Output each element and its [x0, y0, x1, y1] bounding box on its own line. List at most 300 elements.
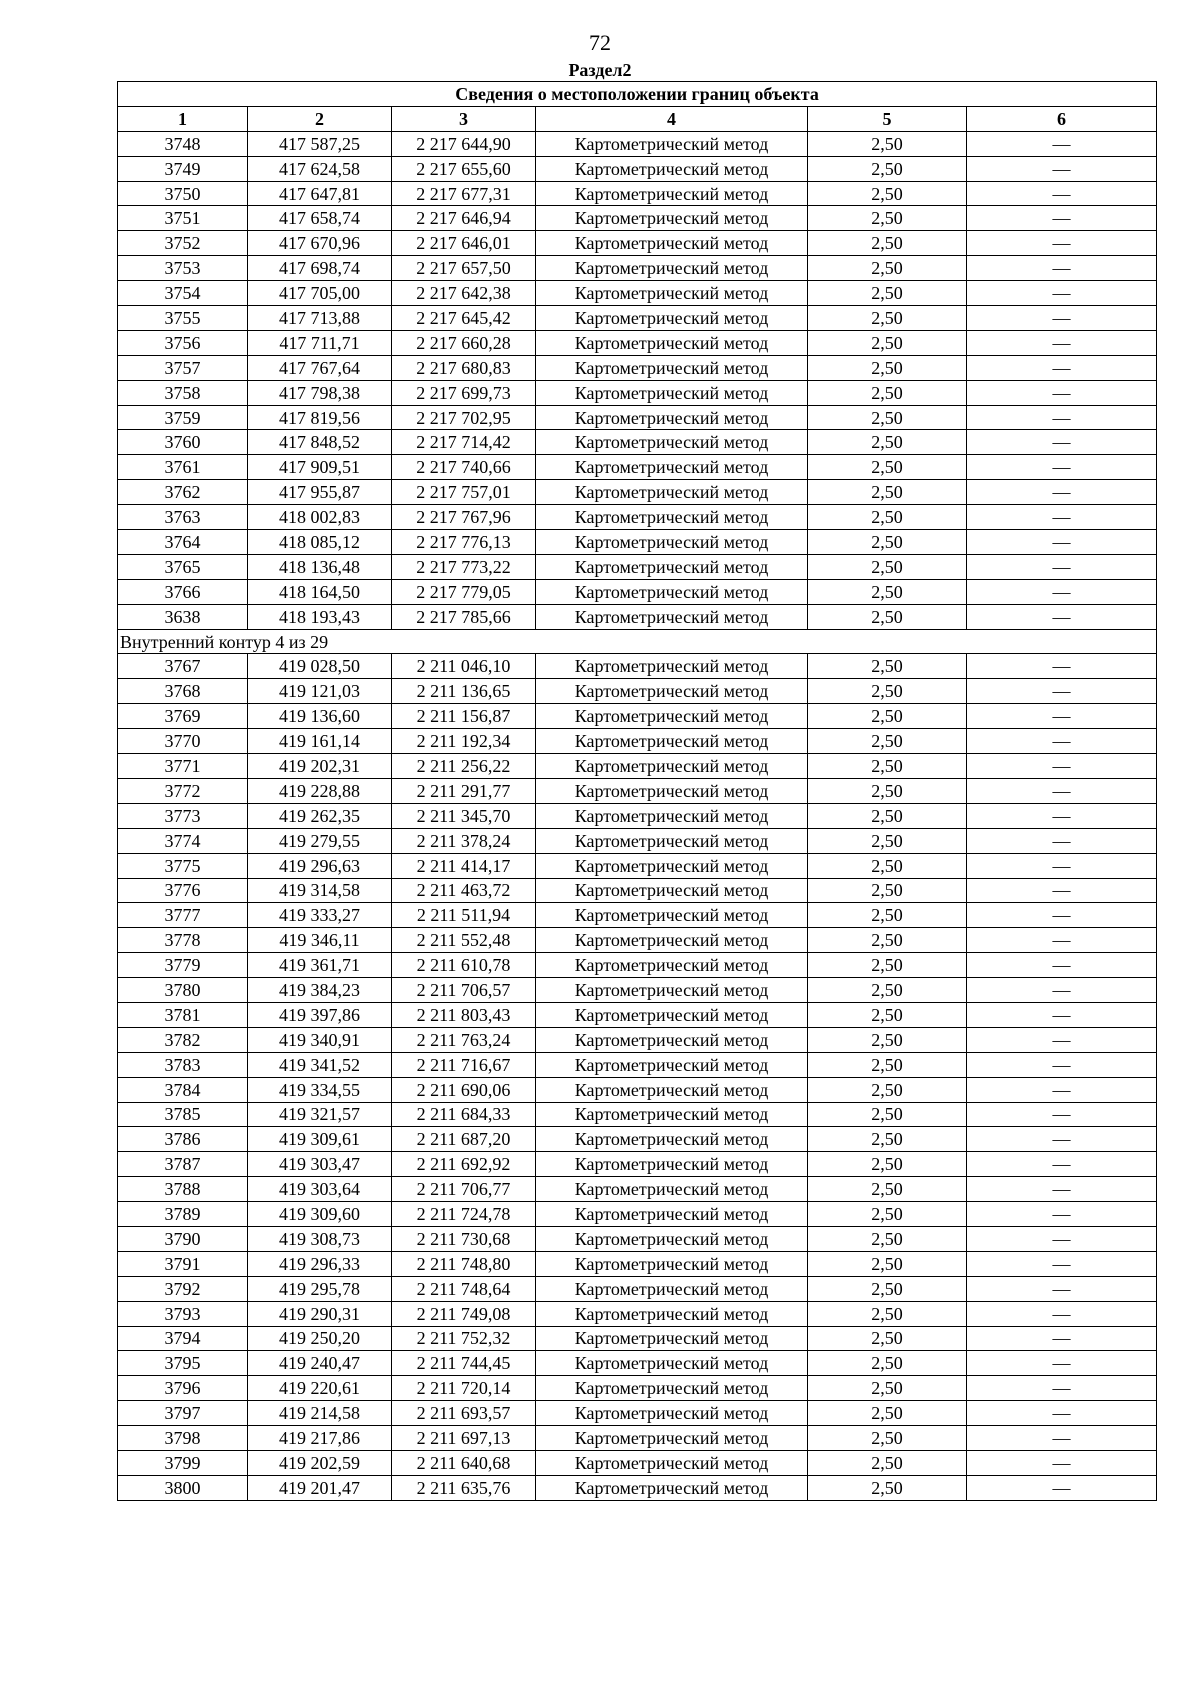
coord-x: 418 002,83	[248, 505, 392, 530]
coord-x: 417 713,88	[248, 306, 392, 331]
accuracy: 2,50	[808, 505, 967, 530]
coord-x: 419 279,55	[248, 828, 392, 853]
accuracy: 2,50	[808, 1351, 967, 1376]
determination-method: Картометрический метод	[536, 1027, 808, 1052]
table-body	[118, 82, 1157, 1501]
coord-y: 2 211 046,10	[392, 654, 536, 679]
accuracy: 2,50	[808, 455, 967, 480]
determination-method: Картометрический метод	[536, 306, 808, 331]
coord-x: 417 955,87	[248, 480, 392, 505]
determination-method: Картометрический метод	[536, 1401, 808, 1426]
point-number: 3791	[118, 1251, 248, 1276]
accuracy: 2,50	[808, 604, 967, 629]
accuracy: 2,50	[808, 1102, 967, 1127]
point-number: 3798	[118, 1426, 248, 1451]
coord-x: 419 340,91	[248, 1027, 392, 1052]
coord-y: 2 217 757,01	[392, 480, 536, 505]
note: —	[967, 455, 1157, 480]
coord-y: 2 211 610,78	[392, 953, 536, 978]
accuracy: 2,50	[808, 206, 967, 231]
note: —	[967, 156, 1157, 181]
determination-method: Картометрический метод	[536, 1450, 808, 1475]
coord-x: 417 909,51	[248, 455, 392, 480]
note: —	[967, 181, 1157, 206]
coord-x: 419 341,52	[248, 1052, 392, 1077]
note: —	[967, 131, 1157, 156]
table-row	[118, 256, 1157, 281]
table-row	[118, 1351, 1157, 1376]
determination-method: Картометрический метод	[536, 1052, 808, 1077]
table-row	[118, 1202, 1157, 1227]
point-number: 3757	[118, 355, 248, 380]
determination-method: Картометрический метод	[536, 903, 808, 928]
determination-method: Картометрический метод	[536, 405, 808, 430]
table-row	[118, 1276, 1157, 1301]
table-row	[118, 554, 1157, 579]
note: —	[967, 928, 1157, 953]
determination-method: Картометрический метод	[536, 256, 808, 281]
column-header: 6	[967, 106, 1157, 131]
coord-y: 2 217 702,95	[392, 405, 536, 430]
coord-x: 417 767,64	[248, 355, 392, 380]
note: —	[967, 729, 1157, 754]
accuracy: 2,50	[808, 1027, 967, 1052]
table-row	[118, 679, 1157, 704]
coord-x: 417 624,58	[248, 156, 392, 181]
note: —	[967, 803, 1157, 828]
accuracy: 2,50	[808, 978, 967, 1003]
coord-x: 419 303,64	[248, 1177, 392, 1202]
note: —	[967, 1127, 1157, 1152]
note: —	[967, 1102, 1157, 1127]
table-row	[118, 1475, 1157, 1500]
table-row	[118, 231, 1157, 256]
determination-method: Картометрический метод	[536, 455, 808, 480]
point-number: 3799	[118, 1450, 248, 1475]
table-row	[118, 1027, 1157, 1052]
determination-method: Картометрический метод	[536, 355, 808, 380]
coord-x: 419 308,73	[248, 1226, 392, 1251]
note: —	[967, 1152, 1157, 1177]
column-header: 5	[808, 106, 967, 131]
note: —	[967, 1052, 1157, 1077]
accuracy: 2,50	[808, 1052, 967, 1077]
note: —	[967, 480, 1157, 505]
accuracy: 2,50	[808, 754, 967, 779]
determination-method: Картометрический метод	[536, 1326, 808, 1351]
point-number: 3792	[118, 1276, 248, 1301]
note: —	[967, 405, 1157, 430]
table-row	[118, 729, 1157, 754]
determination-method: Картометрический метод	[536, 505, 808, 530]
coord-x: 419 250,20	[248, 1326, 392, 1351]
note: —	[967, 1202, 1157, 1227]
section-title: Раздел2	[568, 60, 632, 80]
note: —	[967, 1251, 1157, 1276]
determination-method: Картометрический метод	[536, 654, 808, 679]
coord-x: 419 202,59	[248, 1450, 392, 1475]
table-row	[118, 704, 1157, 729]
coord-x: 419 295,78	[248, 1276, 392, 1301]
coord-y: 2 211 716,67	[392, 1052, 536, 1077]
note: —	[967, 1450, 1157, 1475]
note: —	[967, 604, 1157, 629]
determination-method: Картометрический метод	[536, 1426, 808, 1451]
coord-y: 2 211 803,43	[392, 1002, 536, 1027]
determination-method: Картометрический метод	[536, 729, 808, 754]
note: —	[967, 1226, 1157, 1251]
point-number: 3751	[118, 206, 248, 231]
note: —	[967, 1002, 1157, 1027]
coord-y: 2 217 646,01	[392, 231, 536, 256]
determination-method: Картометрический метод	[536, 704, 808, 729]
note: —	[967, 1077, 1157, 1102]
determination-method: Картометрический метод	[536, 156, 808, 181]
note: —	[967, 1351, 1157, 1376]
coord-y: 2 217 767,96	[392, 505, 536, 530]
accuracy: 2,50	[808, 679, 967, 704]
point-number: 3758	[118, 380, 248, 405]
coord-y: 2 211 684,33	[392, 1102, 536, 1127]
table-row	[118, 1152, 1157, 1177]
determination-method: Картометрический метод	[536, 803, 808, 828]
determination-method: Картометрический метод	[536, 953, 808, 978]
point-number: 3784	[118, 1077, 248, 1102]
accuracy: 2,50	[808, 853, 967, 878]
coord-y: 2 217 714,42	[392, 430, 536, 455]
coord-x: 419 290,31	[248, 1301, 392, 1326]
coord-y: 2 217 644,90	[392, 131, 536, 156]
coord-y: 2 211 748,80	[392, 1251, 536, 1276]
coord-y: 2 211 256,22	[392, 754, 536, 779]
coord-y: 2 211 552,48	[392, 928, 536, 953]
note: —	[967, 430, 1157, 455]
determination-method: Картометрический метод	[536, 604, 808, 629]
point-number: 3750	[118, 181, 248, 206]
note: —	[967, 256, 1157, 281]
coord-x: 417 647,81	[248, 181, 392, 206]
point-number: 3796	[118, 1376, 248, 1401]
table-row	[118, 903, 1157, 928]
table-row	[118, 306, 1157, 331]
accuracy: 2,50	[808, 355, 967, 380]
point-number: 3748	[118, 131, 248, 156]
point-number: 3638	[118, 604, 248, 629]
note: —	[967, 355, 1157, 380]
table-caption: Сведения о местоположении границ объекта	[118, 82, 1157, 107]
determination-method: Картометрический метод	[536, 1475, 808, 1500]
accuracy: 2,50	[808, 131, 967, 156]
point-number: 3762	[118, 480, 248, 505]
coord-x: 419 334,55	[248, 1077, 392, 1102]
coord-y: 2 217 646,94	[392, 206, 536, 231]
note: —	[967, 654, 1157, 679]
accuracy: 2,50	[808, 878, 967, 903]
coord-x: 419 384,23	[248, 978, 392, 1003]
coord-x: 419 240,47	[248, 1351, 392, 1376]
determination-method: Картометрический метод	[536, 231, 808, 256]
coord-y: 2 211 511,94	[392, 903, 536, 928]
coord-y: 2 217 740,66	[392, 455, 536, 480]
coord-y: 2 217 642,38	[392, 281, 536, 306]
point-number: 3775	[118, 853, 248, 878]
table-row	[118, 1426, 1157, 1451]
coord-x: 419 136,60	[248, 704, 392, 729]
note: —	[967, 1376, 1157, 1401]
accuracy: 2,50	[808, 380, 967, 405]
coord-x: 419 397,86	[248, 1002, 392, 1027]
table-row	[118, 803, 1157, 828]
accuracy: 2,50	[808, 430, 967, 455]
coord-y: 2 217 677,31	[392, 181, 536, 206]
accuracy: 2,50	[808, 1202, 967, 1227]
point-number: 3786	[118, 1127, 248, 1152]
accuracy: 2,50	[808, 953, 967, 978]
accuracy: 2,50	[808, 1450, 967, 1475]
coord-y: 2 211 635,76	[392, 1475, 536, 1500]
note: —	[967, 1401, 1157, 1426]
accuracy: 2,50	[808, 1002, 967, 1027]
point-number: 3754	[118, 281, 248, 306]
point-number: 3763	[118, 505, 248, 530]
table-row	[118, 480, 1157, 505]
coord-x: 419 220,61	[248, 1376, 392, 1401]
coord-y: 2 211 730,68	[392, 1226, 536, 1251]
table-row	[118, 878, 1157, 903]
point-number: 3789	[118, 1202, 248, 1227]
determination-method: Картометрический метод	[536, 1102, 808, 1127]
table-row	[118, 131, 1157, 156]
coord-y: 2 211 463,72	[392, 878, 536, 903]
coord-x: 419 228,88	[248, 778, 392, 803]
note: —	[967, 978, 1157, 1003]
point-number: 3769	[118, 704, 248, 729]
table-row	[118, 330, 1157, 355]
determination-method: Картометрический метод	[536, 380, 808, 405]
contour-label: Внутренний контур 4 из 29	[118, 629, 1157, 654]
point-number: 3772	[118, 778, 248, 803]
point-number: 3794	[118, 1326, 248, 1351]
determination-method: Картометрический метод	[536, 1202, 808, 1227]
determination-method: Картометрический метод	[536, 828, 808, 853]
coord-x: 419 296,63	[248, 853, 392, 878]
point-number: 3753	[118, 256, 248, 281]
coord-y: 2 217 699,73	[392, 380, 536, 405]
determination-method: Картометрический метод	[536, 530, 808, 555]
determination-method: Картометрический метод	[536, 1152, 808, 1177]
table-row	[118, 380, 1157, 405]
accuracy: 2,50	[808, 1177, 967, 1202]
point-number: 3782	[118, 1027, 248, 1052]
point-number: 3800	[118, 1475, 248, 1500]
point-number: 3765	[118, 554, 248, 579]
coord-y: 2 211 291,77	[392, 778, 536, 803]
coord-y: 2 217 660,28	[392, 330, 536, 355]
point-number: 3788	[118, 1177, 248, 1202]
coord-y: 2 211 692,92	[392, 1152, 536, 1177]
coord-y: 2 211 693,57	[392, 1401, 536, 1426]
determination-method: Картометрический метод	[536, 430, 808, 455]
table-row	[118, 579, 1157, 604]
accuracy: 2,50	[808, 1127, 967, 1152]
note: —	[967, 380, 1157, 405]
table-row	[118, 1301, 1157, 1326]
page-number: 72	[589, 30, 611, 55]
point-number: 3795	[118, 1351, 248, 1376]
coord-x: 419 202,31	[248, 754, 392, 779]
point-number: 3767	[118, 654, 248, 679]
coord-x: 418 085,12	[248, 530, 392, 555]
coord-x: 419 333,27	[248, 903, 392, 928]
point-number: 3778	[118, 928, 248, 953]
accuracy: 2,50	[808, 231, 967, 256]
point-number: 3766	[118, 579, 248, 604]
note: —	[967, 679, 1157, 704]
coord-y: 2 217 657,50	[392, 256, 536, 281]
coord-y: 2 211 752,32	[392, 1326, 536, 1351]
accuracy: 2,50	[808, 1475, 967, 1500]
coord-y: 2 211 345,70	[392, 803, 536, 828]
coord-y: 2 211 720,14	[392, 1376, 536, 1401]
determination-method: Картометрический метод	[536, 1177, 808, 1202]
note: —	[967, 1475, 1157, 1500]
coord-x: 419 161,14	[248, 729, 392, 754]
coord-y: 2 211 748,64	[392, 1276, 536, 1301]
contour-row	[118, 629, 1157, 654]
table-row	[118, 1450, 1157, 1475]
boundary-coordinates-table	[117, 81, 1157, 1501]
coord-y: 2 211 744,45	[392, 1351, 536, 1376]
table-row	[118, 978, 1157, 1003]
accuracy: 2,50	[808, 530, 967, 555]
note: —	[967, 231, 1157, 256]
coord-y: 2 217 785,66	[392, 604, 536, 629]
coord-x: 417 819,56	[248, 405, 392, 430]
coord-x: 417 587,25	[248, 131, 392, 156]
determination-method: Картометрический метод	[536, 206, 808, 231]
point-number: 3790	[118, 1226, 248, 1251]
accuracy: 2,50	[808, 1276, 967, 1301]
coord-y: 2 211 706,57	[392, 978, 536, 1003]
determination-method: Картометрический метод	[536, 853, 808, 878]
accuracy: 2,50	[808, 330, 967, 355]
determination-method: Картометрический метод	[536, 1002, 808, 1027]
table-row	[118, 505, 1157, 530]
coord-x: 419 346,11	[248, 928, 392, 953]
coord-x: 417 705,00	[248, 281, 392, 306]
point-number: 3793	[118, 1301, 248, 1326]
coord-x: 418 164,50	[248, 579, 392, 604]
determination-method: Картометрический метод	[536, 480, 808, 505]
point-number: 3771	[118, 754, 248, 779]
point-number: 3773	[118, 803, 248, 828]
table-row	[118, 1127, 1157, 1152]
note: —	[967, 1301, 1157, 1326]
accuracy: 2,50	[808, 928, 967, 953]
accuracy: 2,50	[808, 156, 967, 181]
note: —	[967, 903, 1157, 928]
determination-method: Картометрический метод	[536, 878, 808, 903]
accuracy: 2,50	[808, 554, 967, 579]
coord-y: 2 211 749,08	[392, 1301, 536, 1326]
point-number: 3783	[118, 1052, 248, 1077]
table-row	[118, 455, 1157, 480]
determination-method: Картометрический метод	[536, 330, 808, 355]
coord-x: 419 309,61	[248, 1127, 392, 1152]
note: —	[967, 953, 1157, 978]
table-row	[118, 1077, 1157, 1102]
table-row	[118, 355, 1157, 380]
coord-x: 419 217,86	[248, 1426, 392, 1451]
accuracy: 2,50	[808, 1326, 967, 1351]
accuracy: 2,50	[808, 405, 967, 430]
point-number: 3768	[118, 679, 248, 704]
accuracy: 2,50	[808, 1251, 967, 1276]
coord-x: 417 711,71	[248, 330, 392, 355]
note: —	[967, 878, 1157, 903]
note: —	[967, 505, 1157, 530]
column-header: 4	[536, 106, 808, 131]
table-row	[118, 754, 1157, 779]
determination-method: Картометрический метод	[536, 1376, 808, 1401]
table-row	[118, 928, 1157, 953]
note: —	[967, 1177, 1157, 1202]
coord-x: 419 028,50	[248, 654, 392, 679]
coord-x: 417 848,52	[248, 430, 392, 455]
point-number: 3749	[118, 156, 248, 181]
accuracy: 2,50	[808, 1152, 967, 1177]
coord-y: 2 217 645,42	[392, 306, 536, 331]
determination-method: Картометрический метод	[536, 554, 808, 579]
accuracy: 2,50	[808, 306, 967, 331]
point-number: 3779	[118, 953, 248, 978]
accuracy: 2,50	[808, 803, 967, 828]
note: —	[967, 1276, 1157, 1301]
coord-x: 419 121,03	[248, 679, 392, 704]
table-row	[118, 1226, 1157, 1251]
determination-method: Картометрический метод	[536, 1077, 808, 1102]
accuracy: 2,50	[808, 1426, 967, 1451]
column-header: 3	[392, 106, 536, 131]
coord-y: 2 211 378,24	[392, 828, 536, 853]
table-row	[118, 778, 1157, 803]
accuracy: 2,50	[808, 903, 967, 928]
note: —	[967, 1326, 1157, 1351]
coord-y: 2 211 690,06	[392, 1077, 536, 1102]
coord-x: 419 214,58	[248, 1401, 392, 1426]
coord-y: 2 211 192,34	[392, 729, 536, 754]
determination-method: Картометрический метод	[536, 978, 808, 1003]
accuracy: 2,50	[808, 256, 967, 281]
coord-y: 2 217 655,60	[392, 156, 536, 181]
coord-x: 419 201,47	[248, 1475, 392, 1500]
coord-x: 419 303,47	[248, 1152, 392, 1177]
coord-y: 2 211 136,65	[392, 679, 536, 704]
coord-x: 419 296,33	[248, 1251, 392, 1276]
coord-y: 2 211 697,13	[392, 1426, 536, 1451]
accuracy: 2,50	[808, 654, 967, 679]
table-row	[118, 1326, 1157, 1351]
table-row	[118, 1401, 1157, 1426]
coord-y: 2 217 680,83	[392, 355, 536, 380]
coord-y: 2 217 776,13	[392, 530, 536, 555]
coord-y: 2 211 640,68	[392, 1450, 536, 1475]
table-row	[118, 530, 1157, 555]
accuracy: 2,50	[808, 281, 967, 306]
point-number: 3787	[118, 1152, 248, 1177]
determination-method: Картометрический метод	[536, 579, 808, 604]
table-row	[118, 1052, 1157, 1077]
